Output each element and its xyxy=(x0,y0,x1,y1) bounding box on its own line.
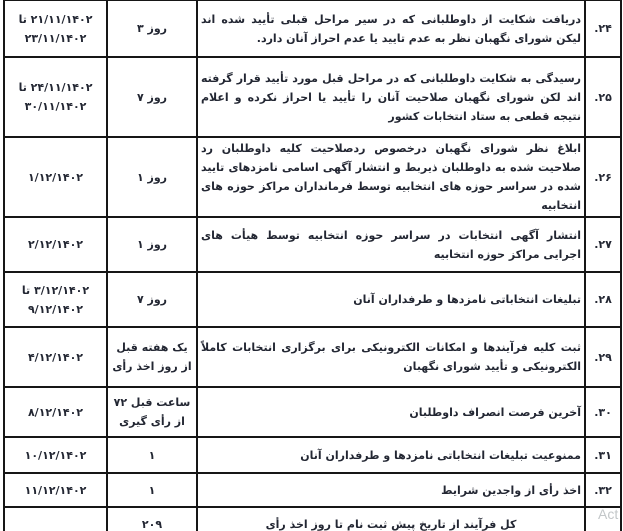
duration-cell: ۷ روز xyxy=(107,57,197,137)
duration-cell: ۱ xyxy=(107,437,197,473)
description-cell: اخذ رأی از واجدین شرایط xyxy=(197,473,585,507)
table-row xyxy=(4,0,621,57)
row-number-cell: ۲۶. xyxy=(585,137,621,217)
date-cell: ۱/۱۲/۱۴۰۲ xyxy=(4,137,107,217)
duration-cell: ۱ روز xyxy=(107,217,197,272)
description-cell: آخرین فرصت انصراف داوطلبان xyxy=(197,387,585,437)
table-row xyxy=(4,437,621,473)
date-cell: ۱۰/۱۲/۱۴۰۲ xyxy=(4,437,107,473)
duration-cell: ۳ روز xyxy=(107,0,197,57)
date-cell: ۱۱/۱۲/۱۴۰۲ xyxy=(4,473,107,507)
total-row xyxy=(4,507,621,531)
table-row xyxy=(4,57,621,137)
date-cell: ۳/۱۲/۱۴۰۲ تا ۹/۱۲/۱۴۰۲ xyxy=(4,272,107,327)
duration-cell: یک هفته قبل از روز اخذ رأی xyxy=(107,327,197,387)
date-cell: ۲۱/۱۱/۱۴۰۲ تا ۲۳/۱۱/۱۴۰۲ xyxy=(4,0,107,57)
row-number-cell: ۲۹. xyxy=(585,327,621,387)
activate-watermark: Act xyxy=(598,506,619,522)
description-cell: انتشار آگهی انتخابات در سراسر حوزه انتخابیه توسط هیأت های اجرایی مراکز حوزه انتخابیه xyxy=(197,217,585,272)
row-number-cell: ۳۱. xyxy=(585,437,621,473)
date-cell xyxy=(4,507,107,531)
duration-cell: ۱ روز xyxy=(107,137,197,217)
row-number-cell: ۳۰. xyxy=(585,387,621,437)
table-row xyxy=(4,473,621,507)
row-number-cell: ۲۵. xyxy=(585,57,621,137)
description-cell: رسیدگی به شکایت داوطلبانی که در مراحل قبل مورد تأیید قرار گرفته اند لکن شورای نگهبان صلاحیت آنان را تأیید یا احراز نکرده و اعلام نتیجه قطعی به ستاد انتخابات کشور xyxy=(197,57,585,137)
duration-cell: ۷ روز xyxy=(107,272,197,327)
table-row xyxy=(4,137,621,217)
table-row xyxy=(4,327,621,387)
date-cell: ۲۴/۱۱/۱۴۰۲ تا ۳۰/۱۱/۱۴۰۲ xyxy=(4,57,107,137)
row-number-cell: ۲۴. xyxy=(585,0,621,57)
table-row xyxy=(4,217,621,272)
table-row xyxy=(4,272,621,327)
duration-cell: ۷۲ ساعت قبل از رأی گیری xyxy=(107,387,197,437)
row-number-cell: ۳۲. xyxy=(585,473,621,507)
description-cell: تبلیغات انتخاباتی نامزدها و طرفداران آنان xyxy=(197,272,585,327)
date-cell: ۸/۱۲/۱۴۰۲ xyxy=(4,387,107,437)
election-schedule-table xyxy=(3,0,622,531)
duration-cell: ۱ xyxy=(107,473,197,507)
description-cell: دریافت شکایت از داوطلبانی که در سیر مراحل قبلی تأیید شده اند لیکن شورای نگهبان نظر به عدم تایید یا عدم احراز آنان دارد. xyxy=(197,0,585,57)
date-cell: ۴/۱۲/۱۴۰۲ xyxy=(4,327,107,387)
row-number-cell: ۲۷. xyxy=(585,217,621,272)
description-cell: ثبت کلیه فرآیندها و امکانات الکترونیکی برای برگزاری انتخابات کاملاً الکترونیکی و تأیید شورای نگهبان xyxy=(197,327,585,387)
description-cell: کل فرآیند از تاریخ پیش ثبت نام تا روز اخذ رأی xyxy=(197,507,585,531)
row-number-cell: ۲۸. xyxy=(585,272,621,327)
date-cell: ۲/۱۲/۱۴۰۲ xyxy=(4,217,107,272)
duration-cell: ۲۰۹ xyxy=(107,507,197,531)
description-cell: ممنوعیت تبلیغات انتخاباتی نامزدها و طرفداران آنان xyxy=(197,437,585,473)
table-row xyxy=(4,387,621,437)
description-cell: ابلاغ نظر شورای نگهبان درخصوص ردصلاحیت کلیه داوطلبان رد صلاحیت شده به داوطلبان ذیربط و انتشار آگهی اسامی نامزدهای تایید شده در سراسر حوزه های انتخابیه توسط فرمانداران مراکز حوزه های انتخابیه xyxy=(197,137,585,217)
